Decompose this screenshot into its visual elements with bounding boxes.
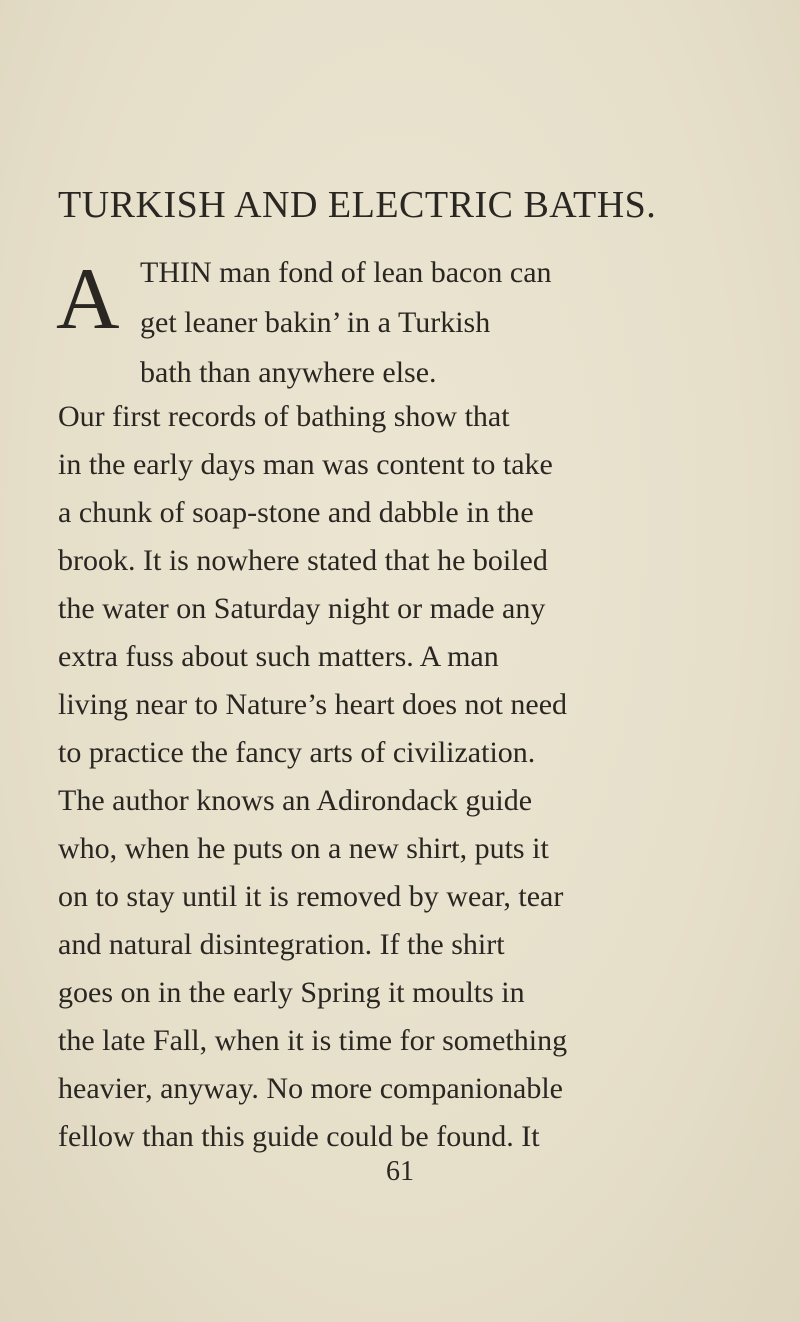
text-line: heavier, anyway. No more companionable (58, 1072, 563, 1105)
page-number: 61 (386, 1156, 414, 1187)
text-line: get leaner bakin’ in a Turkish (140, 306, 491, 339)
text-line: bath than anywhere else. (140, 356, 437, 389)
drop-cap: A (56, 251, 120, 348)
text-line: The author knows an Adirondack guide (58, 784, 533, 817)
text-line: a chunk of soap-stone and dabble in the (58, 496, 534, 529)
text-line: extra fuss about such matters. A man (58, 640, 499, 673)
text-line: who, when he puts on a new shirt, puts it (58, 832, 549, 865)
text-line: goes on in the early Spring it moults in (58, 976, 525, 1009)
text-line: and natural disintegration. If the shirt (58, 928, 505, 961)
text-line: fellow than this guide could be found. It (58, 1120, 540, 1153)
text-line: on to stay until it is removed by wear, tear (58, 880, 564, 913)
text-line: brook. It is nowhere stated that he boiled (58, 544, 548, 577)
text-line: the water on Saturday night or made any (58, 592, 546, 625)
text-line: the late Fall, when it is time for something (58, 1024, 568, 1057)
text-line: to practice the fancy arts of civilization. (58, 736, 536, 769)
text-line: THIN man fond of lean bacon can (140, 256, 552, 289)
chapter-title: TURKISH AND ELECTRIC BATHS. (58, 184, 657, 226)
text-line: in the early days man was content to take (58, 448, 553, 481)
text-line: Our first records of bathing show that (58, 400, 510, 433)
text-line: living near to Nature’s heart does not need (58, 688, 568, 721)
